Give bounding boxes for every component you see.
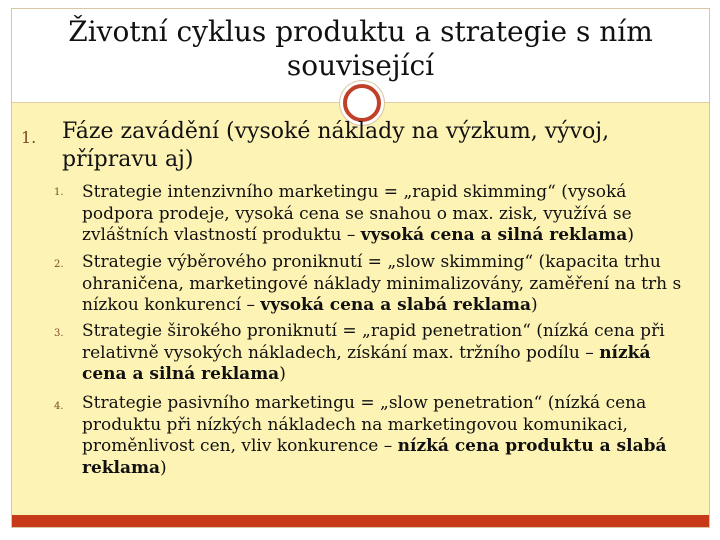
- sub-item-text: [82, 252, 682, 317]
- sub-item-body: Strategie výběrového proniknutí = „slow skimming“ (kapacita trhu ohraničena, marketingové náklady minimalizovány, zaměření na trh s nízkou konkurencí –: [82, 252, 682, 315]
- sub-item-number: 1.: [54, 187, 64, 198]
- sub-item-body: Strategie pasivního marketingu = „slow penetration“ (nízká cena produktu při nízkých nákladech na marketingovou komunikaci, proměnlivost cen, vliv konkurence –: [82, 393, 647, 456]
- sub-item-text: [82, 182, 682, 247]
- sub-item-emphasis: nízká cena a silná reklama: [82, 342, 651, 384]
- ring-ornament-icon: [343, 84, 381, 122]
- main-item-number: 1.: [21, 128, 37, 147]
- slide-title: Životní cyklus produktu a strategie s ním související: [68, 15, 653, 82]
- sub-item-number: 3.: [54, 328, 64, 339]
- sub-item-tail: ): [160, 457, 167, 478]
- sub-item-tail: ): [531, 295, 538, 315]
- sub-item-emphasis: vysoká cena a slabá reklama: [260, 295, 532, 315]
- sub-item-tail: ): [627, 225, 634, 245]
- sub-item-number: 2.: [54, 259, 64, 270]
- main-item-text: Fáze zavádění (vysoké náklady na výzkum, vývoj, přípravu aj): [62, 119, 610, 172]
- sub-item-emphasis: nízká cena produktu a slabá reklama: [82, 436, 667, 478]
- footer-accent-bar: [12, 515, 709, 527]
- sub-item-number: 4.: [54, 401, 64, 412]
- sub-item-text: [82, 321, 682, 386]
- sub-item-emphasis: vysoká cena a silná reklama: [360, 225, 628, 245]
- sub-item-body: Strategie intenzivního marketingu = „rapid skimming“ (vysoká podpora prodeje, vysoká cena se snahou o max. zisk, využívá se zvláštních vlastností produktu –: [82, 182, 632, 245]
- sub-item-text: [82, 393, 682, 479]
- sub-item-body: Strategie širokého proniknutí = „rapid penetration“ (nízká cena při relativně vysokých nákladech, získání max. tržního podílu –: [82, 321, 665, 363]
- sub-item-tail: ): [279, 364, 286, 384]
